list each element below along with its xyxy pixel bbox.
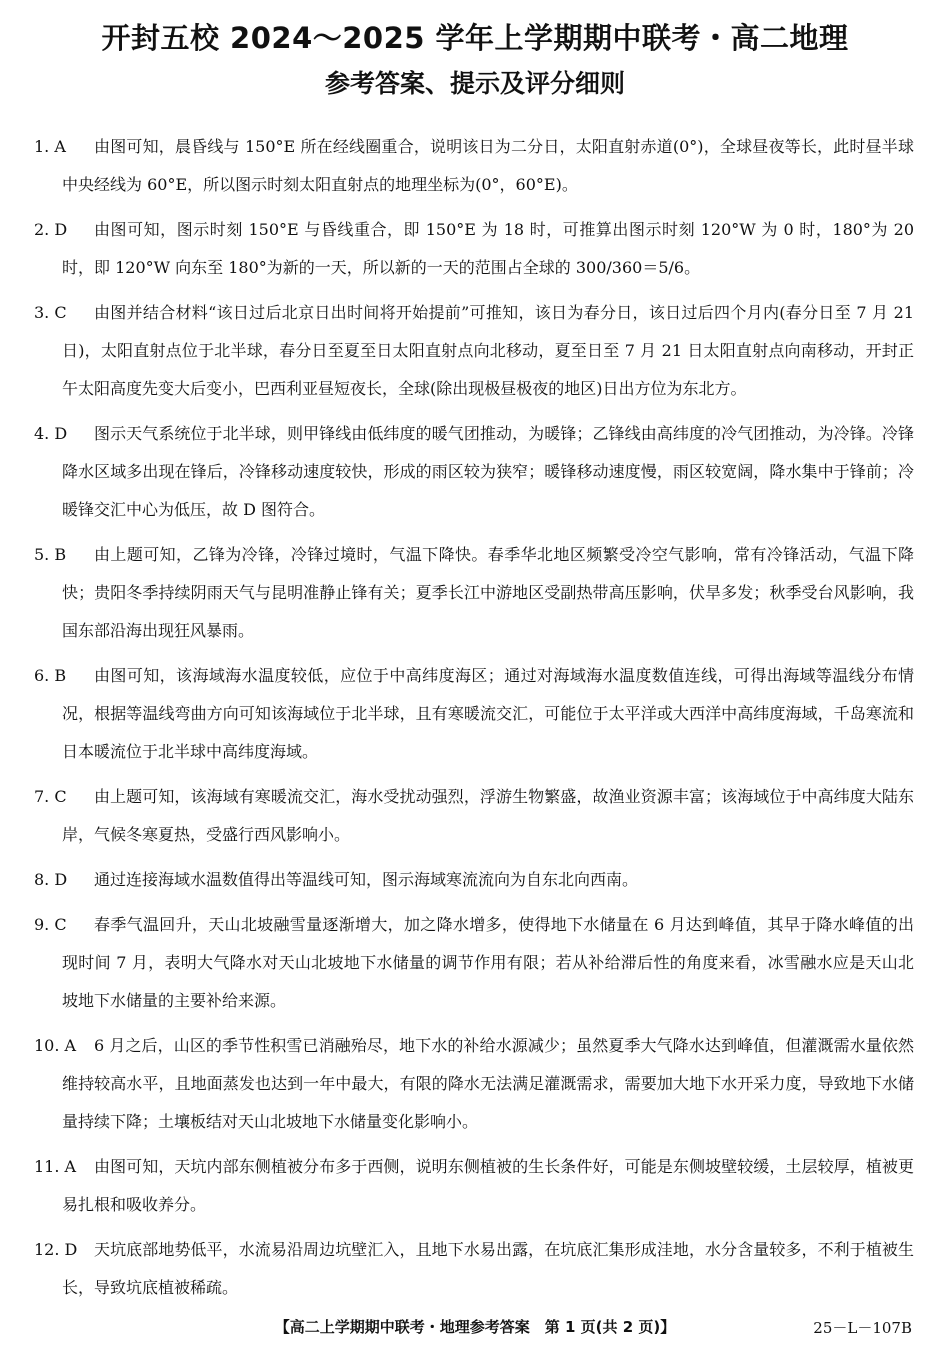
- answer-explanation: 由图可知，该海域海水温度较低，应位于中高纬度海区；通过对海域海水温度数值连线，可得出海域等温线分布情况，根据等温线弯曲方向可知该海域位于北半球，且有寒暖流交汇，可能位于太平洋或大西洋中高纬度海域，千岛寒流和日本暖流位于北半球中高纬度海域。: [62, 666, 914, 761]
- answer-list: [34, 128, 914, 1307]
- answer-explanation: 春季气温回升，天山北坡融雪量逐渐增大，加之降水增多，使得地下水储量在 6 月达到峰值，其早于降水峰值的出现时间 7 月，表明大气降水对天山北坡地下水储量的调节作用有限；若从补给滞后性的角度来看，冰雪融水应是天山北坡地下水储量的主要补给来源。: [62, 915, 914, 1010]
- answer-explanation: 由上题可知，该海域有寒暖流交汇，海水受扰动强烈，浮游生物繁盛，故渔业资源丰富；该海域位于中高纬度大陆东岸，气候冬寒夏热，受盛行西风影响小。: [62, 787, 914, 844]
- answer-explanation: 由上题可知，乙锋为冷锋，冷锋过境时，气温下降快。春季华北地区频繁受冷空气影响，常有冷锋活动，气温下降快；贵阳冬季持续阴雨天气与昆明准静止锋有关；夏季长江中游地区受副热带高压影响，伏旱多发；秋季受台风影响，我国东部沿海出现狂风暴雨。: [62, 545, 914, 640]
- answer-explanation: 图示天气系统位于北半球，则甲锋线由低纬度的暖气团推动，为暖锋；乙锋线由高纬度的冷气团推动，为冷锋。冷锋降水区域多出现在锋后，冷锋移动速度较快，形成的雨区较为狭窄；暖锋移动速度慢，雨区较宽阔，降水集中于锋前；冷暖锋交汇中心为低压，故 D 图符合。: [62, 424, 914, 519]
- answer-explanation: 由图可知，天坑内部东侧植被分布多于西侧，说明东侧植被的生长条件好，可能是东侧坡壁较缓，土层较厚，植被更易扎根和吸收养分。: [62, 1157, 914, 1214]
- answer-item-4: [34, 415, 914, 529]
- answer-explanation: 6 月之后，山区的季节性积雪已消融殆尽，地下水的补给水源减少；虽然夏季大气降水达到峰值，但灌溉需水量依然维持较高水平，且地面蒸发也达到一年中最大，有限的降水无法满足灌溉需求，需要加大地下水开采力度，导致地下水储量持续下降；土壤板结对天山北坡地下水储量变化影响小。: [62, 1036, 914, 1131]
- answer-number: 8. D: [34, 870, 68, 889]
- answer-explanation: 由图可知，晨昏线与 150°E 所在经线圈重合，说明该日为二分日，太阳直射赤道(0°)，全球昼夜等长，此时昼半球中央经线为 60°E，所以图示时刻太阳直射点的地理坐标为(0°，60°E)。: [62, 137, 914, 194]
- answer-item-11: [34, 1148, 914, 1224]
- answer-number: 11. A: [34, 1157, 77, 1176]
- page-title: 开封五校 2024～2025 学年上学期期中联考・高二地理: [101, 21, 849, 55]
- answer-number: 9. C: [34, 915, 67, 934]
- answer-item-5: [34, 536, 914, 650]
- answer-explanation: 通过连接海域水温数值得出等温线可知，图示海域寒流流向为自东北向西南。: [94, 870, 639, 889]
- answer-number: 5. B: [34, 545, 67, 564]
- answer-number: 10. A: [34, 1036, 77, 1055]
- answer-explanation: 由图并结合材料“该日过后北京日出时间将开始提前”可推知，该日为春分日，该日过后四个月内(春分日至 7 月 21 日)，太阳直射点位于北半球，春分日至夏至日太阳直射点向北移动，夏至日至 7 月 21 日太阳直射点向南移动，开封正午太阳高度先变大后变小，巴西利亚昼短夜长，全球(除出现极昼极夜的地区)日出方位为东北方。: [62, 303, 914, 398]
- answer-explanation: 由图可知，图示时刻 150°E 与昏线重合，即 150°E 为 18 时，可推算出图示时刻 120°W 为 0 时，180°为 20 时，即 120°W 向东至 180°为新的一天，所以新的一天的范围占全球的 300/360＝5/6。: [62, 220, 914, 277]
- page-subtitle: 参考答案、提示及评分细则: [324, 69, 625, 98]
- answer-item-7: [34, 778, 914, 854]
- answer-number: 2. D: [34, 220, 68, 239]
- answer-item-6: [34, 657, 914, 771]
- footer-doc-code: 25－L－107B: [813, 1319, 912, 1337]
- answer-item-10: [34, 1027, 914, 1141]
- answer-item-1: [34, 128, 914, 204]
- answer-item-2: [34, 211, 914, 287]
- answer-item-3: [34, 294, 914, 408]
- answer-number: 4. D: [34, 424, 68, 443]
- answer-number: 7. C: [34, 787, 67, 806]
- answer-number: 3. C: [34, 303, 67, 322]
- answer-number: 1. A: [34, 137, 66, 156]
- answer-number: 12. D: [34, 1240, 78, 1259]
- answer-item-12: [34, 1231, 914, 1307]
- footer-page-info: 【高二上学期期中联考・地理参考答案 第 1 页(共 2 页)】: [274, 1318, 676, 1336]
- answer-item-8: [34, 861, 914, 899]
- answer-number: 6. B: [34, 666, 67, 685]
- answer-explanation: 天坑底部地势低平，水流易沿周边坑壁汇入，且地下水易出露，在坑底汇集形成洼地，水分含量较多，不利于植被生长，导致坑底植被稀疏。: [62, 1240, 914, 1297]
- answer-item-9: [34, 906, 914, 1020]
- page-footer: [0, 1316, 950, 1340]
